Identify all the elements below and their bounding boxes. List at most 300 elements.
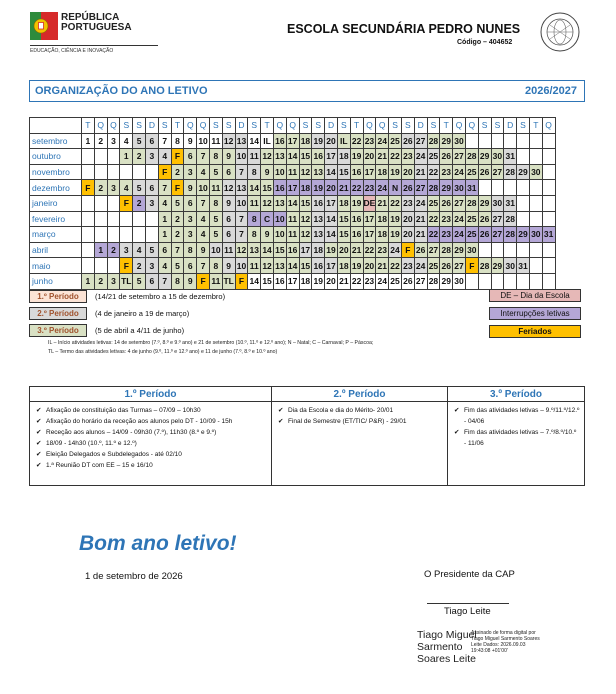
calendar-day-cell: 18 — [312, 242, 325, 258]
calendar-day-cell: 26 — [414, 242, 427, 258]
weekday-letter: D — [145, 118, 158, 134]
calendar-day-cell: 28 — [427, 133, 440, 149]
calendar-day-cell: 30 — [453, 133, 466, 149]
list-item: ✔ 1.ª Reunião DT com EE – 15 e 16/10 — [36, 460, 267, 471]
calendar-day-cell — [145, 227, 158, 243]
calendar-day-cell: 5 — [133, 180, 146, 196]
calendar-day-cell: 26 — [440, 195, 453, 211]
weekday-letter: Q — [542, 118, 555, 134]
calendar-day-cell: 28 — [427, 180, 440, 196]
weekday-letter: S — [401, 118, 414, 134]
calendar-day-cell: 14 — [325, 211, 338, 227]
month-row — [30, 211, 556, 227]
list-item-continuation: ✔ 18/09 - 14h30 (10.º, 11.º e 12.º) — [36, 438, 267, 449]
calendar-day-cell: 25 — [427, 195, 440, 211]
calendar-day-cell: 3 — [184, 227, 197, 243]
calendar-day-cell: 18 — [337, 149, 350, 165]
calendar-day-cell: 2 — [133, 195, 146, 211]
calendar-day-cell: 12 — [261, 195, 274, 211]
calendar-day-cell: 6 — [145, 273, 158, 289]
list-item: ✔ Fim das atividades letivas – 9.º/11.º/12.º - 04/06 — [454, 405, 580, 427]
calendar-day-cell: 28 — [478, 258, 491, 274]
calendar-day-cell: 16 — [350, 227, 363, 243]
calendar-day-cell: 23 — [363, 273, 376, 289]
month-row — [30, 227, 556, 243]
calendar-day-cell: 13 — [235, 180, 248, 196]
weekday-letter: S — [299, 118, 312, 134]
calendar-day-cell — [491, 180, 504, 196]
calendar-day-cell — [517, 195, 530, 211]
calendar-day-cell: 4 — [197, 211, 210, 227]
calendar-day-cell: 7 — [158, 180, 171, 196]
calendar-day-cell — [529, 273, 542, 289]
calendar-day-cell: F — [82, 180, 95, 196]
calendar-day-cell: 7 — [171, 242, 184, 258]
calendar-day-cell: 17 — [363, 164, 376, 180]
calendar-day-cell: 23 — [401, 195, 414, 211]
calendar-day-cell: 5 — [209, 211, 222, 227]
list-item: ✔ Dia da Escola e dia do Mérito- 20/01 — [278, 405, 443, 416]
calendar-day-cell: 30 — [529, 164, 542, 180]
calendar-day-cell: 29 — [453, 242, 466, 258]
calendar-day-cell: 12 — [235, 242, 248, 258]
calendar-day-cell: 10 — [235, 195, 248, 211]
weekday-letter: S — [133, 118, 146, 134]
calendar-day-cell — [145, 164, 158, 180]
calendar-day-cell: 20 — [337, 242, 350, 258]
calendar-day-cell — [133, 211, 146, 227]
calendar-day-cell: 20 — [363, 258, 376, 274]
calendar-day-cell — [82, 258, 95, 274]
calendar-day-cell: 28 — [465, 149, 478, 165]
calendar-day-cell: 27 — [453, 149, 466, 165]
calendar-day-cell: 13 — [312, 164, 325, 180]
calendar-day-cell: 30 — [491, 195, 504, 211]
calendar-day-cell: 3 — [107, 273, 120, 289]
calendar-day-cell — [133, 227, 146, 243]
calendar-day-cell: 8 — [171, 133, 184, 149]
calendar-day-cell: 11 — [209, 273, 222, 289]
calendar-day-cell: 22 — [350, 133, 363, 149]
calendar-day-cell: 17 — [325, 149, 338, 165]
month-row — [30, 180, 556, 196]
calendar-day-cell: 17 — [363, 227, 376, 243]
calendar-day-cell — [542, 273, 555, 289]
calendar-day-cell: 4 — [197, 164, 210, 180]
period3-badge: 3.º Período — [29, 324, 87, 337]
calendar-day-cell: 13 — [312, 227, 325, 243]
weekday-letter: T — [529, 118, 542, 134]
list-item: ✔ Fim das atividades letivas – 7.º/8.º/10.º - 11/06 — [454, 427, 580, 449]
period2-badge: 2.º Período — [29, 307, 87, 320]
calendar-day-cell: 26 — [440, 258, 453, 274]
republic-line1: REPÚBLICA — [61, 12, 120, 23]
calendar-day-cell: 2 — [94, 273, 107, 289]
calendar-day-cell — [107, 195, 120, 211]
calendar-day-cell: 6 — [145, 133, 158, 149]
weekday-letter: T — [82, 118, 95, 134]
calendar-day-cell: 24 — [453, 211, 466, 227]
calendar-day-cell: 23 — [376, 242, 389, 258]
calendar-day-cell: 15 — [273, 242, 286, 258]
month-row — [30, 195, 556, 211]
month-row — [30, 133, 556, 149]
weekday-letter: S — [491, 118, 504, 134]
weekday-letter: T — [440, 118, 453, 134]
calendar-day-cell: 20 — [363, 149, 376, 165]
weekday-letter: D — [325, 118, 338, 134]
note-end: TL – Termo das atividades letivas: 4 de junho (9.º, 11.º e 12.º ano) e 11 de junho (7.º, 8.º e 10.º ano) — [48, 349, 278, 355]
calendar-day-cell: 12 — [299, 164, 312, 180]
calendar-day-cell: 29 — [440, 133, 453, 149]
school-year: 2026/2027 — [525, 85, 577, 97]
calendar-day-cell: 23 — [363, 180, 376, 196]
calendar-day-cell: TL — [120, 273, 133, 289]
calendar-day-cell: 2 — [107, 242, 120, 258]
document-date: 1 de setembro de 2026 — [85, 571, 183, 582]
calendar-day-cell — [145, 211, 158, 227]
calendar-day-cell: 12 — [261, 258, 274, 274]
calendar-day-cell: 13 — [235, 133, 248, 149]
calendar-day-cell: 9 — [197, 242, 210, 258]
weekday-letter: D — [504, 118, 517, 134]
calendar-day-cell: 7 — [158, 133, 171, 149]
month-label: outubro — [30, 149, 82, 165]
month-row — [30, 242, 556, 258]
calendar-day-cell: 7 — [197, 258, 210, 274]
school-seal-icon — [540, 12, 580, 52]
calendar-day-cell — [107, 211, 120, 227]
calendar-day-cell: TL — [222, 273, 235, 289]
calendar-day-cell: 30 — [504, 258, 517, 274]
weekday-letter: Q — [453, 118, 466, 134]
calendar-day-cell: 5 — [171, 195, 184, 211]
calendar-day-cell: 29 — [517, 164, 530, 180]
calendar-day-cell: 16 — [273, 133, 286, 149]
calendar-day-cell: 15 — [299, 149, 312, 165]
calendar-day-cell: 1 — [82, 273, 95, 289]
calendar-day-cell: 23 — [363, 133, 376, 149]
calendar-day-cell — [529, 180, 542, 196]
period3-dates: (5 de abril a 4/11 de junho) — [95, 326, 185, 335]
calendar-day-cell: 5 — [145, 242, 158, 258]
calendar-day-cell: 12 — [261, 149, 274, 165]
calendar-day-cell: 14 — [325, 227, 338, 243]
calendar-day-cell: 31 — [542, 227, 555, 243]
weekday-letter: T — [350, 118, 363, 134]
calendar-day-cell: 6 — [222, 211, 235, 227]
calendar-day-cell: 31 — [517, 258, 530, 274]
calendar-day-cell — [107, 164, 120, 180]
signer-name: Tiago Leite — [444, 606, 491, 617]
calendar-day-cell: 25 — [465, 164, 478, 180]
calendar-day-cell: 23 — [401, 258, 414, 274]
calendar-day-cell: 3 — [145, 149, 158, 165]
calendar-day-cell — [491, 273, 504, 289]
weekday-letter: S — [478, 118, 491, 134]
calendar-day-cell — [542, 195, 555, 211]
calendar-day-cell: 19 — [312, 180, 325, 196]
calendar-day-cell: 14 — [261, 242, 274, 258]
calendar-day-cell — [94, 149, 107, 165]
list-item: ✔ Final de Semestre (ET/TIC/ P&R) - 29/01 — [278, 416, 443, 427]
signature-line — [427, 603, 509, 604]
calendar-day-cell: 16 — [273, 180, 286, 196]
calendar-day-cell: 11 — [286, 227, 299, 243]
page-title: ORGANIZAÇÃO DO ANO LETIVO — [35, 85, 208, 97]
calendar-day-cell: 16 — [350, 211, 363, 227]
calendar-day-cell: 17 — [363, 211, 376, 227]
calendar-day-cell: 27 — [414, 133, 427, 149]
period1-title: 1.º Período — [30, 387, 271, 402]
calendar-day-cell: 29 — [491, 258, 504, 274]
calendar-day-cell: 16 — [312, 258, 325, 274]
period3-list — [448, 402, 584, 449]
calendar-day-cell: F — [120, 195, 133, 211]
calendar-day-cell: 25 — [465, 227, 478, 243]
calendar-day-cell: 20 — [401, 211, 414, 227]
calendar-day-cell: 28 — [504, 211, 517, 227]
calendar-day-cell — [542, 149, 555, 165]
calendar-day-cell: 5 — [209, 164, 222, 180]
calendar-day-cell: 18 — [337, 195, 350, 211]
calendar-day-cell — [94, 195, 107, 211]
calendar-day-cell: F — [171, 180, 184, 196]
calendar-day-cell: 15 — [337, 227, 350, 243]
weekday-letter: S — [248, 118, 261, 134]
calendar-day-cell: 22 — [389, 195, 402, 211]
calendar-day-cell — [94, 211, 107, 227]
calendar-day-cell: 20 — [401, 227, 414, 243]
calendar-day-cell: 18 — [376, 227, 389, 243]
calendar-day-cell: 5 — [171, 258, 184, 274]
calendar-day-cell: 14 — [248, 133, 261, 149]
school-year-title-bar — [29, 80, 585, 102]
legend-school-day: DE – Dia da Escola — [489, 289, 581, 302]
calendar-day-cell — [504, 180, 517, 196]
calendar-day-cell: 4 — [158, 195, 171, 211]
calendar-day-cell — [542, 164, 555, 180]
month-label: junho — [30, 273, 82, 289]
calendar-day-cell — [478, 273, 491, 289]
calendar-day-cell: 16 — [312, 195, 325, 211]
calendar-day-cell: 14 — [286, 258, 299, 274]
calendar-day-cell: 24 — [414, 258, 427, 274]
calendar-day-cell — [82, 227, 95, 243]
calendar-day-cell: 18 — [337, 258, 350, 274]
weekday-letter: S — [427, 118, 440, 134]
calendar-day-cell: 5 — [133, 133, 146, 149]
legend-holidays: Feriados — [489, 325, 581, 338]
calendar-day-cell — [94, 258, 107, 274]
month-label: maio — [30, 258, 82, 274]
calendar-day-cell — [542, 211, 555, 227]
calendar-day-cell: 21 — [414, 227, 427, 243]
calendar-day-cell: 9 — [261, 227, 274, 243]
calendar-day-cell: 23 — [440, 164, 453, 180]
calendar-day-cell — [517, 211, 530, 227]
calendar-day-cell: 24 — [453, 164, 466, 180]
calendar-day-cell: 24 — [376, 273, 389, 289]
calendar-day-cell: 8 — [209, 149, 222, 165]
calendar-day-cell: 2 — [133, 258, 146, 274]
calendar-day-cell — [517, 242, 530, 258]
weekday-letter: Q — [465, 118, 478, 134]
calendar-day-cell: 23 — [440, 227, 453, 243]
calendar-day-cell: 5 — [209, 227, 222, 243]
calendar-day-cell: 13 — [273, 149, 286, 165]
calendar-day-cell: 22 — [350, 180, 363, 196]
weekday-letter: Q — [94, 118, 107, 134]
calendar-day-cell: 4 — [133, 242, 146, 258]
calendar-day-cell: 13 — [273, 258, 286, 274]
calendar-day-cell: 16 — [350, 164, 363, 180]
calendar-day-cell: 30 — [453, 273, 466, 289]
month-label: março — [30, 227, 82, 243]
calendar-day-cell: 22 — [350, 273, 363, 289]
logo-divider — [30, 45, 158, 46]
calendar-day-cell: 3 — [107, 180, 120, 196]
calendar-day-cell — [504, 133, 517, 149]
list-item: ✔ Eleição Delegados e Subdelegados - até 02/10 — [36, 449, 267, 460]
month-label: dezembro — [30, 180, 82, 196]
calendar-day-cell: 26 — [401, 273, 414, 289]
calendar-day-cell: 21 — [414, 164, 427, 180]
calendar-day-cell — [517, 149, 530, 165]
calendar-day-cell: 25 — [389, 133, 402, 149]
calendar-day-cell: 1 — [120, 149, 133, 165]
calendar-day-cell: 9 — [184, 273, 197, 289]
calendar-day-cell: 3 — [145, 258, 158, 274]
periods-table — [29, 386, 585, 486]
calendar-day-cell: 11 — [286, 211, 299, 227]
calendar-day-cell: 17 — [325, 258, 338, 274]
period1-badge: 1.º Período — [29, 290, 87, 303]
calendar-day-cell: F — [465, 258, 478, 274]
calendar-day-cell: 13 — [312, 211, 325, 227]
calendar-day-cell: 20 — [401, 164, 414, 180]
calendar-day-cell: 22 — [427, 211, 440, 227]
calendar-day-cell: 11 — [209, 180, 222, 196]
period2-list — [272, 402, 447, 427]
digital-signature-info: Assinado de forma digital por Tiago Miguel Sarmento Soares Leite Dados: 2026.09.03 19:43:08 +01'00' — [471, 630, 540, 654]
calendar-day-cell: 23 — [440, 211, 453, 227]
calendar-day-cell: 22 — [389, 149, 402, 165]
calendar-day-cell: 4 — [120, 133, 133, 149]
calendar-day-cell: 29 — [440, 273, 453, 289]
calendar-day-cell: 28 — [504, 164, 517, 180]
calendar-day-cell: F — [158, 164, 171, 180]
calendar-day-cell: 25 — [427, 258, 440, 274]
calendar-day-cell: 8 — [248, 227, 261, 243]
calendar-day-cell: 27 — [453, 258, 466, 274]
calendar-day-cell: 10 — [235, 258, 248, 274]
calendar-day-cell: 7 — [197, 195, 210, 211]
calendar-day-cell: 20 — [325, 133, 338, 149]
calendar-day-cell: F — [171, 149, 184, 165]
calendar-day-cell: 17 — [299, 242, 312, 258]
calendar-day-cell: 19 — [350, 149, 363, 165]
calendar-day-cell: 4 — [120, 180, 133, 196]
calendar-day-cell: 19 — [350, 195, 363, 211]
calendar-day-cell: 6 — [145, 180, 158, 196]
calendar-day-cell: 6 — [222, 227, 235, 243]
calendar-day-cell: 8 — [248, 211, 261, 227]
calendar-day-cell — [517, 180, 530, 196]
calendar-day-cell: 2 — [94, 180, 107, 196]
weekday-letter: Q — [197, 118, 210, 134]
calendar-day-cell — [529, 211, 542, 227]
calendar-day-cell: 14 — [286, 149, 299, 165]
calendar-day-cell: 6 — [158, 242, 171, 258]
calendar-day-cell: 27 — [491, 227, 504, 243]
calendar-day-cell — [94, 227, 107, 243]
calendar-day-cell: 12 — [299, 211, 312, 227]
calendar-day-cell: 29 — [440, 180, 453, 196]
calendar-day-cell: 8 — [209, 258, 222, 274]
calendar-day-cell: 18 — [376, 211, 389, 227]
calendar-day-cell — [542, 133, 555, 149]
calendar-day-cell: 30 — [491, 149, 504, 165]
calendar-notes — [48, 339, 373, 357]
calendar-day-cell — [107, 258, 120, 274]
calendar-day-cell: 19 — [389, 164, 402, 180]
calendar-day-cell: 10 — [197, 180, 210, 196]
weekday-header-row — [30, 118, 556, 134]
calendar-day-cell: 16 — [273, 273, 286, 289]
calendar-day-cell: 8 — [171, 273, 184, 289]
calendar-day-cell: F — [401, 242, 414, 258]
school-name: ESCOLA SECUNDÁRIA PEDRO NUNES — [287, 22, 521, 36]
calendar-day-cell: 26 — [401, 133, 414, 149]
calendar-day-cell: 19 — [350, 258, 363, 274]
calendar-day-cell: 26 — [478, 164, 491, 180]
weekday-letter: Q — [363, 118, 376, 134]
calendar-day-cell: 28 — [465, 195, 478, 211]
greeting: Bom ano letivo! — [79, 532, 237, 555]
calendar-day-cell — [491, 133, 504, 149]
calendar-day-cell: 4 — [197, 227, 210, 243]
calendar-day-cell: 6 — [184, 258, 197, 274]
header-corner — [30, 118, 82, 134]
calendar-day-cell: 28 — [504, 227, 517, 243]
calendar-day-cell — [542, 258, 555, 274]
calendar-day-cell: 2 — [171, 227, 184, 243]
calendar-day-cell: 10 — [273, 227, 286, 243]
calendar-day-cell: 24 — [376, 133, 389, 149]
weekday-letter: D — [235, 118, 248, 134]
calendar-day-cell: 28 — [440, 242, 453, 258]
weekday-letter: S — [312, 118, 325, 134]
calendar-day-cell: 9 — [222, 258, 235, 274]
calendar-day-cell — [82, 164, 95, 180]
calendar-day-cell: 27 — [414, 273, 427, 289]
weekday-letter: D — [414, 118, 427, 134]
calendar-day-cell: 24 — [414, 195, 427, 211]
calendar-day-cell — [94, 164, 107, 180]
calendar-day-cell: 19 — [389, 227, 402, 243]
calendar-day-cell: 7 — [158, 273, 171, 289]
calendar-day-cell: 11 — [248, 149, 261, 165]
calendar-day-cell: 22 — [427, 227, 440, 243]
period2-column — [272, 387, 448, 485]
calendar-day-cell: 3 — [145, 195, 158, 211]
period1-dates: (14/21 de setembro a 15 de dezembro) — [95, 292, 226, 301]
calendar-day-cell: 9 — [222, 195, 235, 211]
month-row — [30, 164, 556, 180]
calendar-day-cell: 25 — [465, 211, 478, 227]
calendar-day-cell: 9 — [184, 133, 197, 149]
